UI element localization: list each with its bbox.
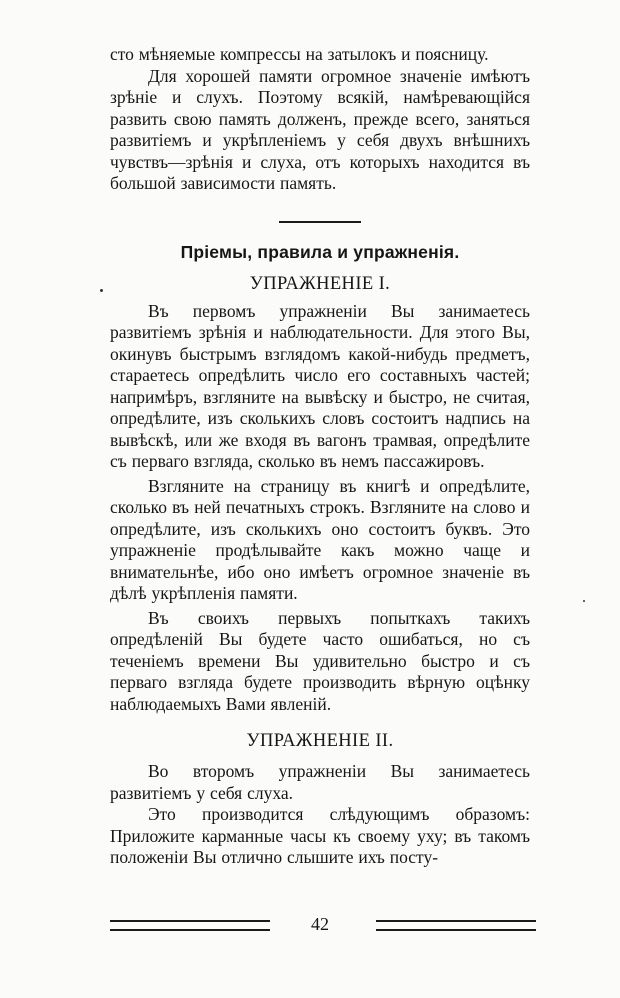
print-speck [100,289,103,292]
exercise-1-paragraph-2: Взгляните на страницу въ книгѣ и опредѣлите, сколько въ ней печатныхъ строкъ. Взгляните на слово и опредѣлите, изъ сколькихъ оно состоитъ буквъ. Это упражненіе продѣлывайте какъ можно чаще и внимательнѣе, ибо оно имѣетъ огромное значеніе въ дѣлѣ укрѣпленія памяти. [110,475,530,603]
exercise-2-title: УПРАЖНЕНІЕ II. [246,731,394,751]
section-divider [279,221,361,223]
exercise-1-title: УПРАЖНЕНІЕ I. [249,273,391,294]
page-footer [110,910,530,944]
exercise-1-paragraph-1: Въ первомъ упражненіи Вы занимаетесь развитіемъ зрѣнія и наблюдательности. Для этого Вы, окинувъ быстрымъ взглядомъ какой-нибудь предметъ, стараетесь опредѣлить число его составныхъ частей; напримѣръ, взгляните на вывѣску и быстро, не считая, опредѣлите, изъ сколькихъ словъ состоитъ надпись на вывѣскѣ, или же входя въ вагонъ трамвая, опредѣлите съ перваго взгляда, сколько въ немъ пассажировъ. [110,300,530,471]
print-speck [583,600,585,602]
intro-paragraph-2: Для хорошей памяти огромное значеніе имѣютъ зрѣніе и слухъ. Поэтому всякій, намѣревающійся развить свою память долженъ, прежде всего, заняться развитіемъ и укрѣпленіемъ у себя двухъ внѣшнихъ чувствъ—зрѣнія и слуха, отъ которыхъ находится въ большой зависимости память. [110,65,530,193]
page-number: 42 [311,914,329,934]
footer-rule-right [376,920,536,931]
exercise-2-paragraph-2: Это производится слѣдующимъ образомъ: Приложите карманные часы къ своему уху; въ такомъ положеніи Вы отлично слышите ихъ посту- [110,804,530,867]
intro-paragraph-1: сто мѣняемые компрессы на затылокъ и поясницу. [110,44,489,64]
section-heading: Пріемы, правила и упражненія. [180,241,460,262]
exercise-2-paragraph-1: Во второмъ упражненіи Вы занимаетесь развитіемъ у себя слуха. [110,761,530,803]
exercise-1-paragraph-3: Въ своихъ первыхъ попыткахъ такихъ опредѣленій Вы будете часто ошибаться, но съ теченіемъ времени Вы удивительно быстро и съ перваго взгляда будете производить вѣрную оцѣнку наблюдаемыхъ Вами явленій. [110,607,530,714]
page-body [110,44,530,869]
